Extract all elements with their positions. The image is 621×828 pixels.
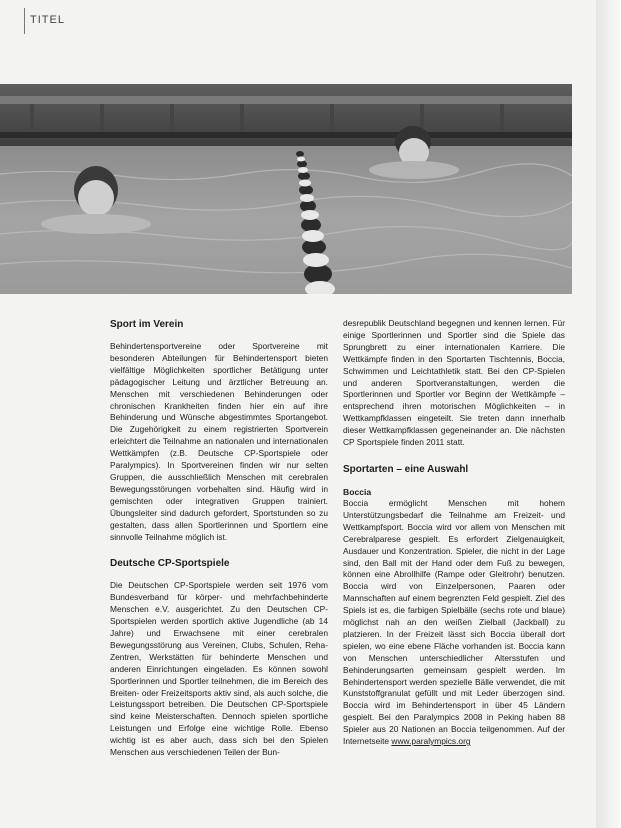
subheading-boccia: Boccia bbox=[343, 486, 372, 497]
paragraph-boccia bbox=[343, 498, 565, 748]
paragraph-continuation: desrepublik Deutschland begegnen und kennen lernen. Für einige Sportlerinnen und Sportler sind die Spiele das Sprungbrett zu einer internationalen Karriere. Die Wettkämpfe finden in den Sportarten Tischtennis, Boccia, Schwimmen und Leichtathletik statt. Bei den CP-Spielen und anderen Sportveranstaltungen, werden die Sportlerinnen und Sportler vor Beginn der Wettkämpfe – entsprechend ihren motorischen Möglichkeiten – in Wettkampfklassen eingeteilt. Sie treten dann innerhalb dieser Wettkampfklassen gegeneinander an. Die nächsten CP Sportspiele finden 2011 statt. bbox=[343, 318, 565, 448]
paragraph-sport-im-verein: Behindertensportvereine oder Sportvereine mit besonderen Abteilungen für Behindertensport bieten vielfältige Möglichkeiten sportlicher Betätigung unter pädagogischer Leitung und ärztlicher Betreuung an. Menschen mit verschiedenen Behinderungen oder chronischen Krankheiten finden hier ein auf ihre Behinderung und Wünsche abgestimmtes Sportangebot. Die Zugehörigkeit zu einem registrierten Sportverein erleichtert die Teilnahme an nationalen und internationalen Wettkämpfen (z.B. Deutsche CP-Sportspiele oder Paralympics). In Sportvereinen finden wir nur selten Gruppen, die ausschließlich Menschen mit cerebralen Bewegungsstörungen vorbehalten sind. Häufig wird in gemischten oder integrativen Gruppen trainiert. Übungsleiter sind dadurch gefordert, Sportstunden so zu gestalten, dass allen Sportlerinnen und Sportlern eine sinnvolle Teilnahme möglich ist. bbox=[110, 341, 328, 542]
page-edge bbox=[596, 0, 621, 828]
left-column bbox=[110, 318, 328, 769]
heading-sport-im-verein: Sport im Verein bbox=[110, 319, 184, 330]
paralympics-link[interactable]: www.paralympics.org bbox=[391, 736, 471, 747]
heading-sportarten: Sportarten – eine Auswahl bbox=[343, 463, 469, 475]
right-column bbox=[343, 318, 565, 758]
heading-deutsche-cp-sportspiele: Deutsche CP-Sportspiele bbox=[110, 558, 230, 570]
paragraph-deutsche-cp-sportspiele: Die Deutschen CP-Sportspiele werden seit 1976 vom Bundesverband für körper- und mehrfachbehinderte Menschen e.V. ausgerichtet. Zu den Deutschen CP-Sportspielen werden sportlich aktive Jugendliche (ab 14 Jahre) und Erwachsene mit einer cerebralen Bewegungsstörung aus Vereinen, Clubs, Schulen, Reha-Zentren, Werkstätten für behinderte Menschen und anderen Einrichtungen eingeladen. Es können sowohl Sportlerinnen und Sportler teilnehmen, die im Bereich des Breiten- oder Freizeitsports aktiv sind, als auch solche, die Leistungssport betreiben. Die Deutschen CP-Sportspiele sind keine Meisterschaften. Dennoch spielen sportliche Leistungen und Erfolge eine wichtige Rolle. Ebenso wichtig ist es aber auch, dass sich bei den Spielen Menschen aus verschiedenen Teilen der Bun- bbox=[110, 580, 328, 758]
swimming-photo bbox=[0, 84, 572, 294]
section-label: TITEL bbox=[30, 14, 65, 26]
paragraph-boccia-text: Boccia ermöglicht Menschen mit hohem Unterstützungsbedarf die Teilnahme am Freizeit- und Wettkampfsport. Boccia wird vor allem von Menschen mit Cerebralparese gespielt. Es erfordert Zielgenauigkeit, Ausdauer und Konzentration. Spieler, die nicht in der Lage sind, den Ball mit der Hand oder dem Fuß zu bewegen, können eine Abrollhilfe (Rampe oder Gleitrohr) benutzen. Boccia wird von Einzelpersonen, Paaren oder Mannschaften auf einem begrenzten Feld gespielt. Ziel des Spiels ist es, die farbigen Spielbälle (sechs rote und blaue) möglichst nah an den weißen Zielball (Jackball) zu platzieren. In der Freizeit lässt sich Boccia überall dort spielen, wo eine ebene Fläche vorhanden ist. Boccia kann von Menschen unterschiedlicher Altersstufen und Behinderungsarten gemeinsam gespielt werden. Im Behindertensport werden spezielle Bälle verwendet, die mit Kunststoffgranulat gefüllt und mit Leder überzogen sind. Boccia wird im Behindertensport in über 45 Ländern gespielt. Bei den Paralympics 2008 in Peking haben 88 Spieler aus 20 Nationen an Boccia teilgenommen. Auf der Internetseite bbox=[343, 497, 565, 747]
header-rule bbox=[24, 8, 25, 34]
